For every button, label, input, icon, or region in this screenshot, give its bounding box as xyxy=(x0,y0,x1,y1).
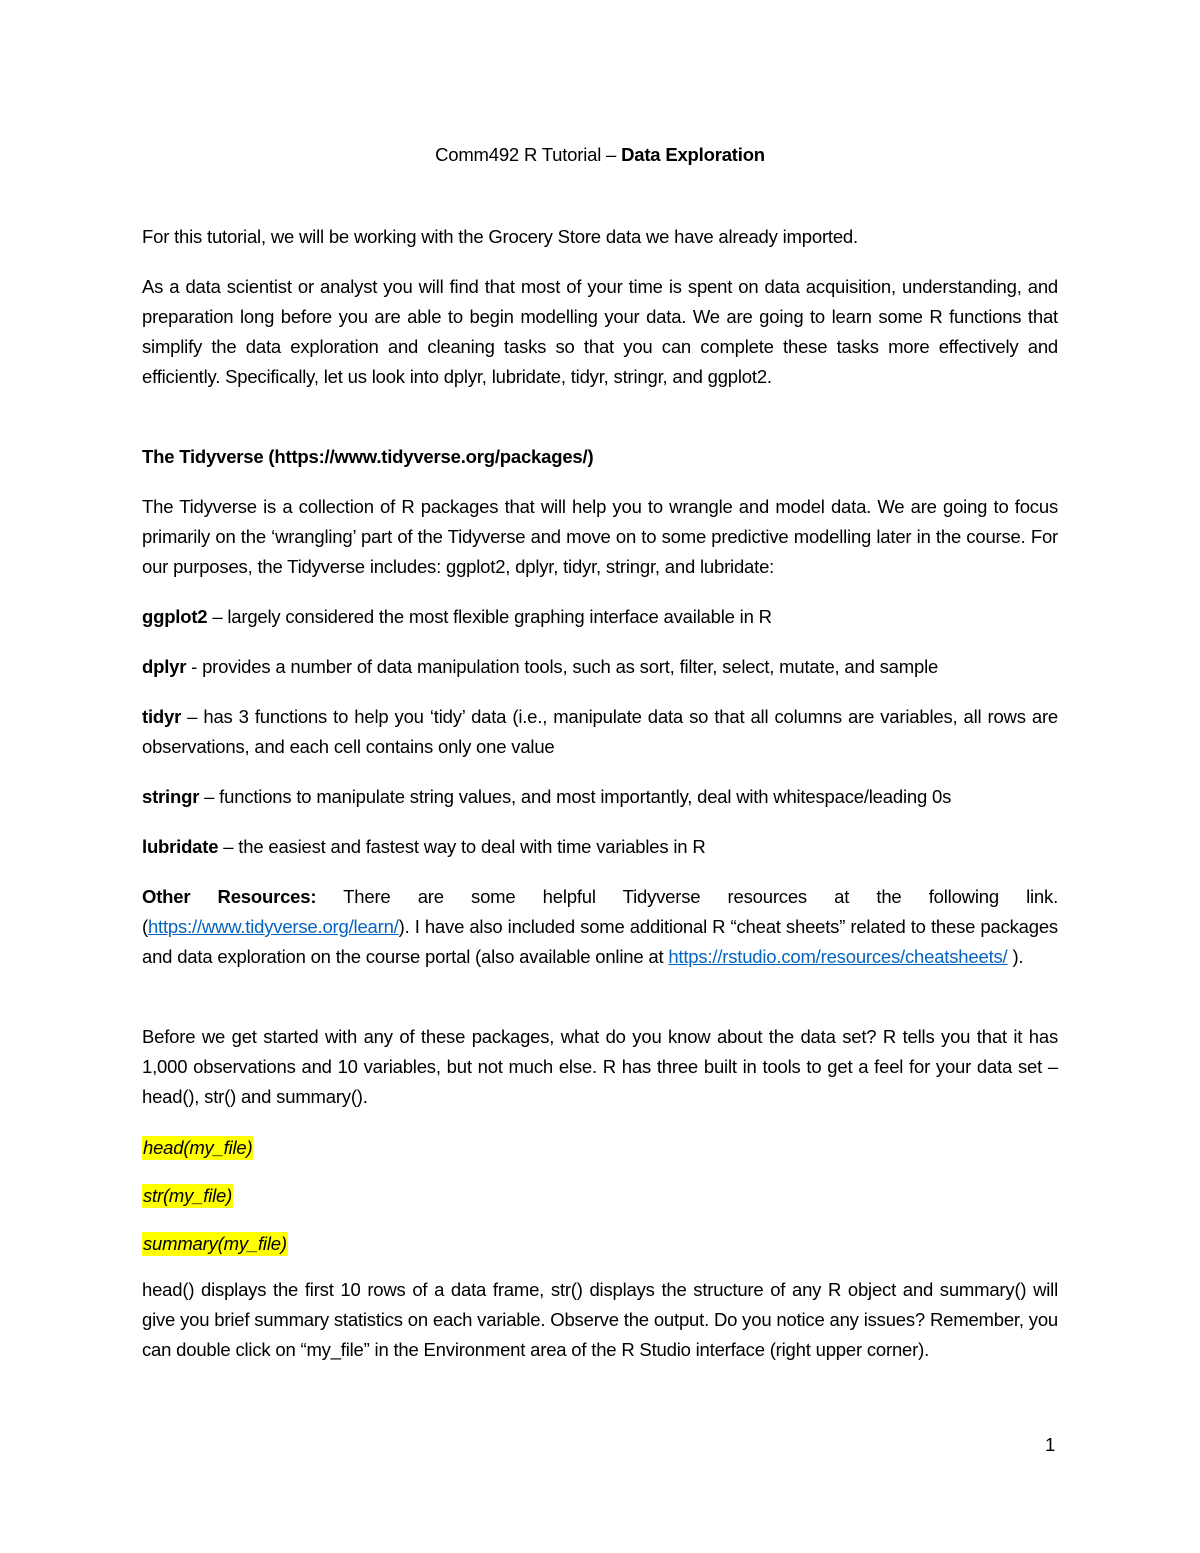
code-line-head xyxy=(142,1133,1058,1163)
resources-text: ). xyxy=(1007,946,1024,967)
package-desc: - provides a number of data manipulation tools, such as sort, filter, select, mutate, and sample xyxy=(186,656,939,677)
package-desc: – functions to manipulate string values, and most importantly, deal with whitespace/leading 0s xyxy=(199,786,952,807)
code-highlight: head(my_file) xyxy=(143,1137,253,1158)
rstudio-cheatsheets-link[interactable]: https://rstudio.com/resources/cheatsheets/ xyxy=(668,946,1008,967)
package-name: lubridate xyxy=(142,836,219,857)
tidyverse-heading: The Tidyverse (https://www.tidyverse.org/packages/) xyxy=(142,446,594,467)
package-ggplot2 xyxy=(142,602,1058,632)
before-paragraph: Before we get started with any of these packages, what do you know about the data set? R tells you that it has 1,000 observations and 10 variables, but not much else. R has three built in tools to get a feel for your data set – head(), str() and summary(). xyxy=(142,1026,1058,1107)
package-name: tidyr xyxy=(142,706,182,727)
page-title xyxy=(0,143,1200,167)
package-name: stringr xyxy=(142,786,200,807)
intro-paragraph: For this tutorial, we will be working with the Grocery Store data we have already imported. xyxy=(142,226,858,247)
package-dplyr xyxy=(142,652,1058,682)
data-scientist-paragraph: As a data scientist or analyst you will find that most of your time is spent on data acquisition, understanding, and preparation long before you are able to begin modelling your data. We are going to learn some R functions that simplify the data exploration and cleaning tasks so that you can complete these tasks more effectively and efficiently. Specifically, let us look into dplyr, lubridate, tidyr, stringr, and ggplot2. xyxy=(142,276,1058,387)
tidyverse-learn-link[interactable]: https://www.tidyverse.org/learn/ xyxy=(147,916,399,937)
page-number: 1 xyxy=(1045,1434,1056,1455)
code-line-summary xyxy=(142,1229,1058,1259)
package-name: ggplot2 xyxy=(142,606,208,627)
title-prefix: Comm492 R Tutorial – xyxy=(435,144,622,165)
tidyverse-paragraph: The Tidyverse is a collection of R packages that will help you to wrangle and model data. We are going to focus primarily on the ‘wrangling’ part of the Tidyverse and move on to some predictive modelling later in the course. For our purposes, the Tidyverse includes: ggplot2, dplyr, tidyr, stringr, and lubridate: xyxy=(142,496,1058,577)
package-name: dplyr xyxy=(142,656,187,677)
final-paragraph: head() displays the first 10 rows of a data frame, str() displays the structure of any R object and summary() will give you brief summary statistics on each variable. Observe the output. Do you notice any issues? Remember, you can double click on “my_file” in the Environment area of the R Studio interface (right upper corner). xyxy=(142,1279,1058,1360)
package-desc: – the easiest and fastest way to deal with time variables in R xyxy=(218,836,706,857)
code-highlight: str(my_file) xyxy=(143,1185,233,1206)
package-lubridate xyxy=(142,832,1058,862)
package-desc: – largely considered the most flexible graphing interface available in R xyxy=(207,606,772,627)
resources-label: Other Resources: xyxy=(142,886,317,907)
package-tidyr xyxy=(142,702,1058,762)
code-line-str xyxy=(142,1181,1058,1211)
package-desc: – has 3 functions to help you ‘tidy’ data (i.e., manipulate data so that all columns are variables, all rows are observations, and each cell contains only one value xyxy=(142,706,1058,757)
code-highlight: summary(my_file) xyxy=(143,1233,287,1254)
package-stringr xyxy=(142,782,1058,812)
resources-text: ). I have also included some additional R “cheat sheets” related to these packages and data exploration on the course portal (also available online at xyxy=(142,916,1058,967)
other-resources-paragraph xyxy=(142,882,1058,972)
resources-text: There are some helpful Tidyverse resources at the following link. ( xyxy=(142,886,1059,937)
title-bold: Data Exploration xyxy=(621,144,765,165)
